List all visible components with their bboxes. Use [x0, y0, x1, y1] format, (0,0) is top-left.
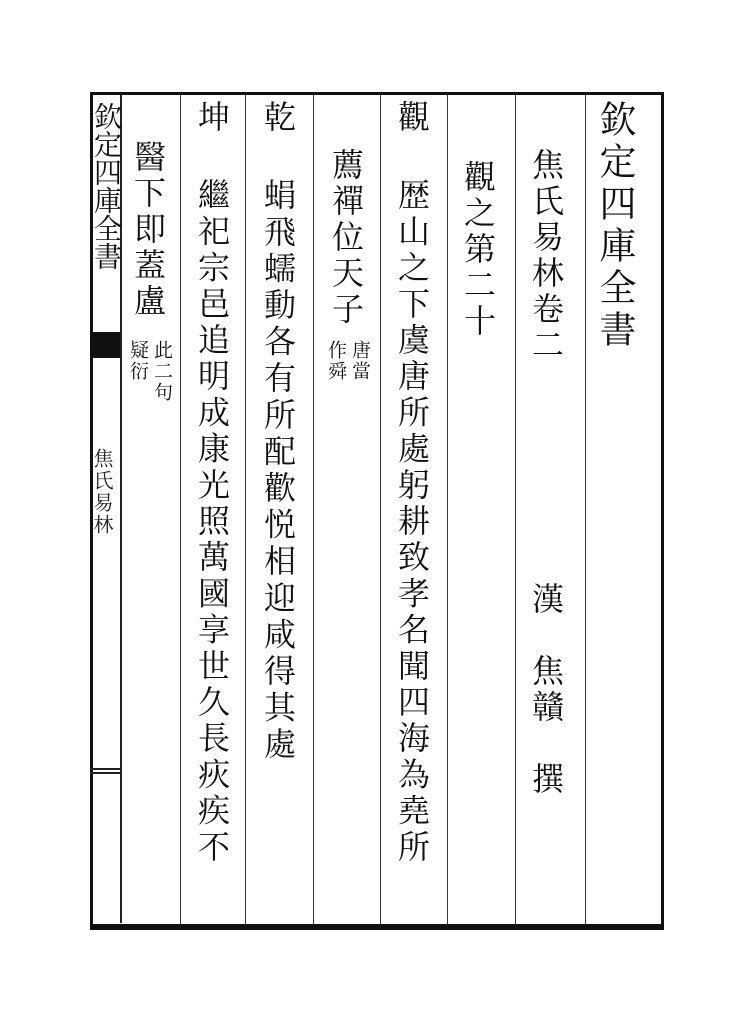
commentary-note-d: 疑衍 [127, 340, 149, 382]
margin-fold-mark [90, 768, 120, 774]
commentary-note-a: 唐當 [349, 340, 371, 382]
author-line: 漢 焦贛 撰 [527, 582, 565, 798]
column-rule [380, 95, 381, 925]
margin-book-title: 欽定四庫全書 [90, 102, 123, 270]
page-frame [90, 92, 664, 928]
column-rule [585, 95, 586, 925]
chapter-title: 觀之第二十 [459, 160, 497, 340]
hexagram-label-guan: 觀 [393, 100, 431, 136]
commentary-note-b: 作舜 [325, 340, 347, 382]
hexagram-label-qian: 乾 [259, 100, 297, 136]
column-rule [515, 95, 516, 925]
column-rule [180, 95, 181, 925]
margin-black-tab [90, 332, 120, 358]
column-rule [313, 95, 314, 925]
entry-continuation-kun: 醫下即蓋盧 [129, 140, 167, 320]
volume-title: 焦氏易林卷二 [527, 148, 565, 364]
collection-title: 欽定四庫全書 [593, 100, 636, 352]
entry-continuation: 薦禪位天子 [327, 148, 365, 328]
entry-text-guan: 歴山之下虞唐所處躬耕致孝名聞四海為堯所 [393, 178, 431, 866]
entry-text-kun: 繼祀宗邑追明成康光照萬國享世久長疢疾不 [193, 178, 231, 866]
entry-text-qian: 蜎飛蠕動各有所配歡悦相迎咸得其處 [259, 178, 297, 764]
commentary-note-c: 此二句 [151, 340, 173, 403]
frame-bottom-border [90, 924, 664, 930]
margin-work-title: 焦氏易林 [90, 448, 114, 536]
column-rule [245, 95, 246, 925]
column-rule [447, 95, 448, 925]
hexagram-label-kun: 坤 [193, 100, 231, 136]
